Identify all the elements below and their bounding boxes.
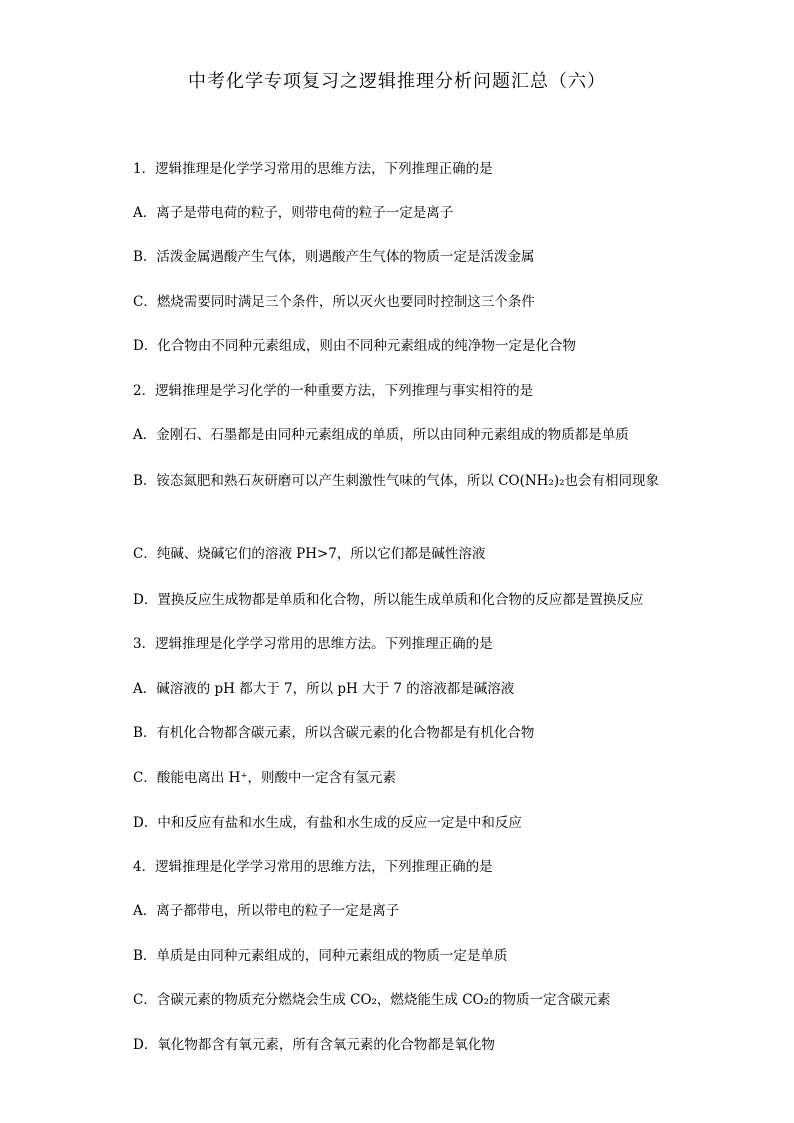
question-3-option-b: B．有机化合物都含碳元素，所以含碳元素的化合物都是有机化合物 (133, 725, 535, 741)
question-4-stem: 4．逻辑推理是化学学习常用的思维方法，下列推理正确的是 (133, 859, 493, 875)
question-1-option-a: A．离子是带电荷的粒子，则带电荷的粒子一定是离子 (133, 205, 454, 221)
question-1-option-b: B．活泼金属遇酸产生气体，则遇酸产生气体的物质一定是活泼金属 (133, 249, 535, 265)
question-1-option-c: C．燃烧需要同时满足三个条件，所以灭火也要同时控制这三个条件 (133, 294, 535, 310)
page-title: 中考化学专项复习之逻辑推理分析问题汇总（六） (188, 71, 606, 92)
question-4-option-d: D．氧化物都含有氧元素，所有含氧元素的化合物都是氧化物 (133, 1037, 495, 1053)
question-4-option-a: A．离子都带电，所以带电的粒子一定是离子 (133, 903, 400, 919)
question-4-option-c: C．含碳元素的物质充分燃烧会生成 CO₂，燃烧能生成 CO₂的物质一定含碳元素 (133, 992, 611, 1008)
question-2-option-b: B．铵态氮肥和熟石灰研磨可以产生刺激性气味的气体，所以 CO(NH₂)₂也会有相同现象 (133, 473, 660, 489)
question-2-option-c: C．纯碱、烧碱它们的溶液 PH>7，所以它们都是碱性溶液 (133, 546, 486, 562)
question-2-stem: 2．逻辑推理是学习化学的一种重要方法，下列推理与事实相符的是 (133, 383, 534, 399)
question-1-option-d: D．化合物由不同种元素组成，则由不同种元素组成的纯净物一定是化合物 (133, 338, 576, 354)
question-3-option-d: D．中和反应有盐和水生成，有盐和水生成的反应一定是中和反应 (133, 815, 522, 831)
question-2-option-d: D．置换反应生成物都是单质和化合物，所以能生成单质和化合物的反应都是置换反应 (133, 592, 644, 608)
question-3-option-a: A．碱溶液的 pH 都大于 7，所以 pH 大于 7 的溶液都是碱溶液 (133, 681, 515, 697)
question-4-option-b: B．单质是由同种元素组成的，同种元素组成的物质一定是单质 (133, 948, 508, 964)
question-1-stem: 1．逻辑推理是化学学习常用的思维方法，下列推理正确的是 (133, 161, 493, 177)
question-2-option-a: A．金刚石、石墨都是由同种元素组成的单质，所以由同种元素组成的物质都是单质 (133, 427, 629, 443)
question-3-option-c: C．酸能电离出 H⁺，则酸中一定含有氢元素 (133, 770, 397, 786)
question-3-stem: 3．逻辑推理是化学学习常用的思维方法。下列推理正确的是 (133, 636, 493, 652)
